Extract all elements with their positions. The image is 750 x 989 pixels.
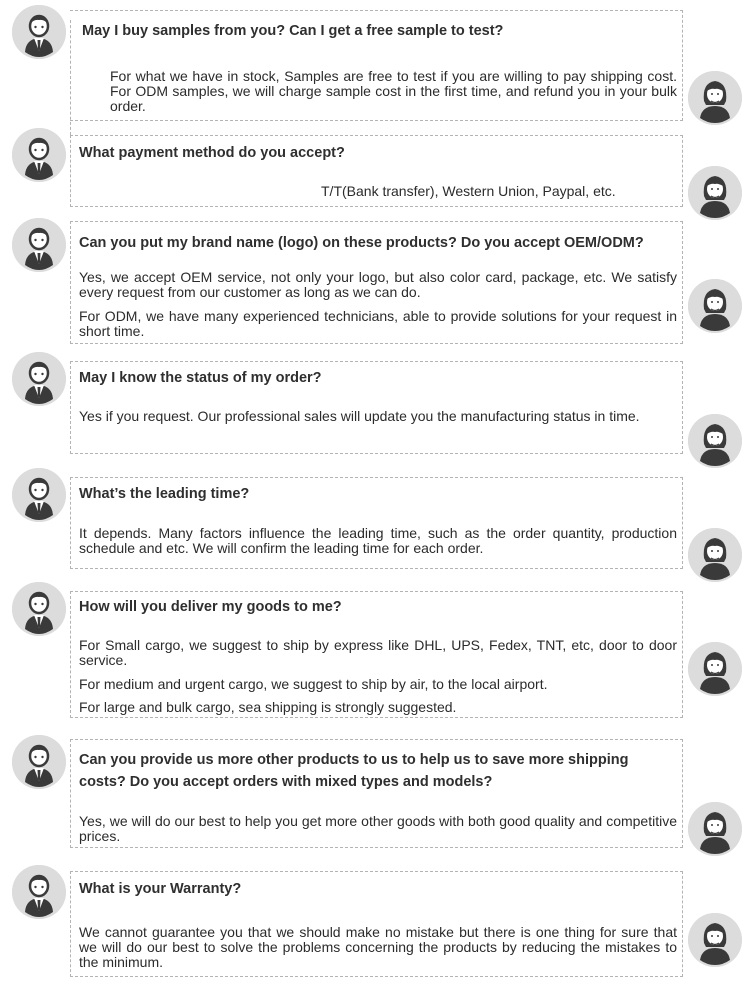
faq-frame-right (682, 135, 683, 207)
faq-question: What is your Warranty? (79, 881, 242, 897)
faq-answer: Yes, we accept OEM service, not only your logo, but also color card, package, etc. We satisfy every request from our customer as long as we can do. (79, 269, 677, 300)
faq-question: May I know the status of my order? (79, 370, 322, 386)
faq-frame-left (70, 871, 71, 977)
faq-answer: T/T(Bank transfer), Western Union, Paypal, etc. (321, 183, 616, 199)
faq-item (70, 477, 683, 569)
faq-frame-left (70, 221, 71, 344)
customer-avatar-icon (12, 865, 66, 919)
faq-frame-left (70, 739, 71, 848)
faq-item (70, 10, 683, 121)
customer-avatar-icon (12, 468, 66, 522)
faq-frame-right (682, 591, 683, 718)
faq-frame-left (70, 361, 71, 454)
customer-avatar-icon (12, 352, 66, 406)
faq-frame-left (70, 591, 71, 718)
faq-answer: For what we have in stock, Samples are free to test if you are willing to pay shipping cost. For ODM samples, we will charge sample cost in the first time, and refund you in your bulk order. (110, 68, 677, 114)
customer-avatar-icon (12, 218, 66, 272)
faq-item (70, 871, 683, 977)
faq-frame-right (682, 871, 683, 977)
faq-frame-right (682, 739, 683, 848)
faq-question: May I buy samples from you? Can I get a free sample to test? (82, 23, 504, 39)
faq-answer: For medium and urgent cargo, we suggest to ship by air, to the local airport. (79, 676, 548, 692)
faq-question: What payment method do you accept? (79, 145, 345, 161)
faq-answer: For Small cargo, we suggest to ship by express like DHL, UPS, Fedex, TNT, etc, door to door service. (79, 637, 677, 668)
faq-frame-right (682, 361, 683, 454)
customer-avatar-icon (12, 735, 66, 789)
faq-frame-left (70, 135, 71, 207)
faq-frame-right (682, 221, 683, 344)
faq-frame-left (70, 477, 71, 569)
support-agent-avatar-icon (688, 528, 742, 582)
faq-answer: We cannot guarantee you that we should make no mistake but there is one thing for sure that we will do our best to solve the problems concerning the products by reducing the mistakes to the minimum. (79, 924, 677, 970)
support-agent-avatar-icon (688, 642, 742, 696)
faq-frame-left (70, 20, 71, 135)
faq-question: Can you provide us more other products to us to help us to save more shipping costs? Do you accept orders with mixed types and models? (79, 752, 629, 790)
faq-item (70, 739, 683, 848)
support-agent-avatar-icon (688, 166, 742, 220)
faq-answer: Yes, we will do our best to help you get more other goods with both good quality and competitive prices. (79, 813, 677, 844)
faq-answer: Yes if you request. Our professional sales will update you the manufacturing status in time. (79, 408, 640, 424)
support-agent-avatar-icon (688, 71, 742, 125)
customer-avatar-icon (12, 5, 66, 59)
faq-answer: It depends. Many factors influence the leading time, such as the order quantity, production schedule and etc. We will confirm the leading time for each order. (79, 525, 677, 556)
support-agent-avatar-icon (688, 414, 742, 468)
faq-question: Can you put my brand name (logo) on these products? Do you accept OEM/ODM? (79, 235, 644, 251)
faq-answer: For large and bulk cargo, sea shipping is strongly suggested. (79, 699, 457, 715)
faq-item (70, 135, 683, 207)
faq-item (70, 361, 683, 454)
faq-frame-right (682, 10, 683, 121)
support-agent-avatar-icon (688, 802, 742, 856)
support-agent-avatar-icon (688, 279, 742, 333)
faq-question: What’s the leading time? (79, 486, 250, 502)
support-agent-avatar-icon (688, 913, 742, 967)
faq-frame-right (682, 477, 683, 569)
faq-item (70, 221, 683, 344)
faq-answer: For ODM, we have many experienced technicians, able to provide solutions for your request in short time. (79, 308, 677, 339)
customer-avatar-icon (12, 128, 66, 182)
customer-avatar-icon (12, 582, 66, 636)
faq-question: How will you deliver my goods to me? (79, 599, 342, 615)
faq-item (70, 591, 683, 718)
